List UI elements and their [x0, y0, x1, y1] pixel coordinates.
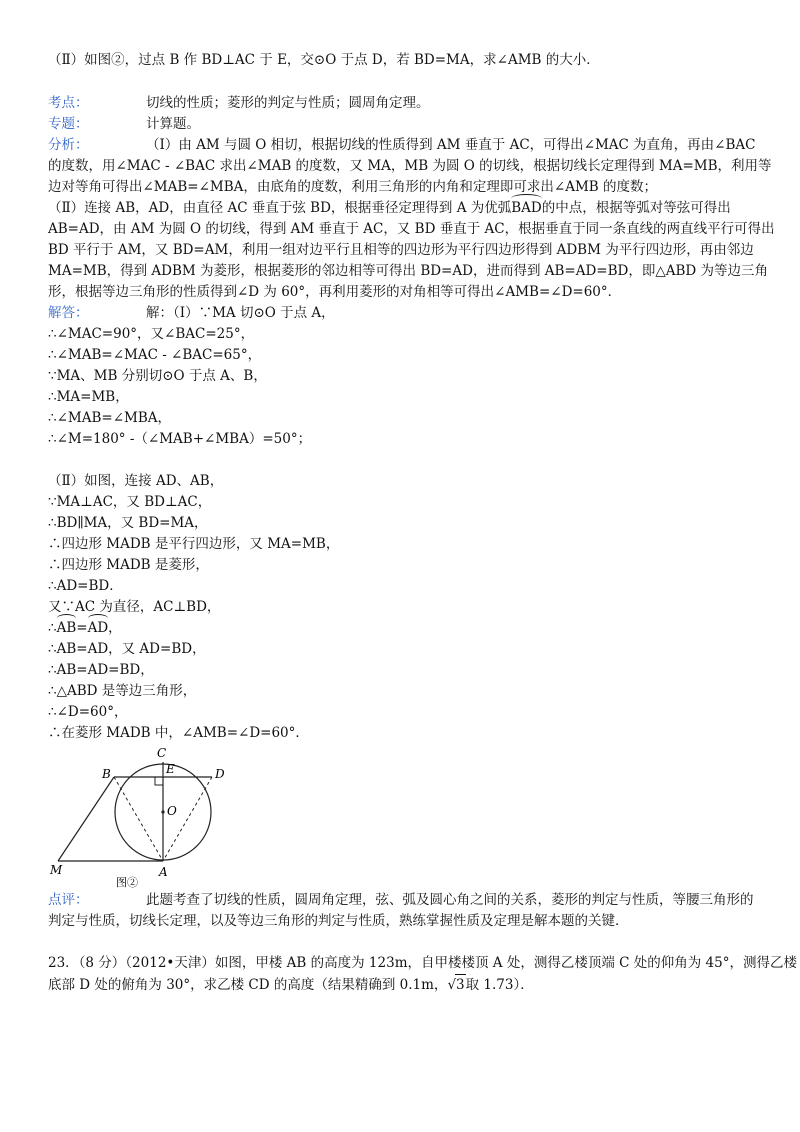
fenxi-line: AB=AD，由 AM 为圆 O 的切线，得到 AM 垂直于 AC，又 BD 垂直于 AC，根据垂直于同一条直线的两直线平行可得出 [48, 221, 775, 237]
line-ad [163, 777, 212, 861]
therefore-symbol: ∴ [48, 620, 57, 636]
fenxi-part2-pre: （Ⅱ）连接 AB，AD，由直径 AC 垂直于弦 BD，根据垂径定理得到 A 为优弧 [48, 200, 512, 216]
solution-line: ∴MA=MB， [48, 389, 129, 405]
arc-equation-end: ， [108, 620, 122, 636]
geometry-figure [48, 742, 238, 892]
solution-line: ∴∠MAC=90°，又∠BAC=25°， [48, 326, 255, 342]
question-23-text: 底部 D 处的俯角为 30°，求乙楼 CD 的高度（结果精确到 0.1m， [48, 977, 448, 993]
label-e: E [166, 762, 175, 776]
line-ab [114, 777, 163, 861]
label-b: B [102, 767, 111, 781]
solution-line: ∴△ABD 是等边三角形， [48, 683, 197, 699]
fenxi-line: 形，根据等边三角形的性质得到∠D 为 60°，再利用菱形的对角相等可得出∠AMB=∠D=60°． [48, 284, 622, 300]
sqrt-sign: √ [447, 977, 457, 993]
solution-line: ∴∠MAB=∠MBA， [48, 410, 172, 426]
label-c: C [157, 746, 167, 760]
solution-line: ∴四边形 MADB 是平行四边形，又 MA=MB， [48, 536, 340, 552]
line-mb [58, 777, 114, 861]
label-d: D [215, 767, 225, 781]
solution-line: ∴四边形 MADB 是菱形， [48, 557, 209, 573]
label-a: A [159, 865, 168, 879]
center-dot [161, 810, 164, 813]
equals-sign: = [76, 620, 88, 636]
solution-line: （Ⅱ）如图，连接 AD、AB， [48, 473, 224, 489]
dianping-line: 判定与性质，切线长定理，以及等边三角形的判定与性质，熟练掌握性质及定理是解本题的关键． [48, 913, 629, 929]
arc-ad: AD [87, 620, 109, 636]
solution-line: ∴AD=BD． [48, 578, 123, 594]
sqrt-radicand: 3 [455, 974, 466, 995]
zhuanti-text: 计算题。 [146, 116, 200, 132]
solution-line: ∴∠M=180° -（∠MAB+∠MBA）=50°； [48, 431, 312, 447]
solution-line: 又∵AC 为直径，AC⊥BD， [48, 599, 221, 615]
label-o: O [167, 804, 177, 818]
arc-bad: BAD [511, 200, 542, 216]
jieda-label: 解答： [48, 305, 89, 321]
solution-line: ∴∠D=60°， [48, 704, 128, 720]
arc-equation-line [48, 618, 122, 638]
solution-line: ∵MA⊥AC，又 BD⊥AC， [48, 494, 212, 510]
question-23-line1: 23．（8 分）（2012•天津）如图，甲楼 AB 的高度为 123m，自甲楼楼顶 A 处，测得乙楼顶端 C 处的仰角为 45°，测得乙楼 [48, 955, 797, 971]
fenxi-line: MA=MB，得到 ADBM 为菱形，根据菱形的邻边相等可得出 BD=AD，进而得到 AB=AD=BD，即△ABD 为等边三角 [48, 263, 769, 279]
arc-ab: AB [56, 620, 77, 636]
right-angle-mark [155, 777, 163, 785]
dianping-line: 此题考查了切线的性质，圆周角定理，弦、弧及圆心角之间的关系，菱形的判定与性质，等腰三角形的 [146, 892, 754, 908]
dianping-label: 点评： [48, 892, 89, 908]
fenxi-line: 的度数，用∠MAC - ∠BAC 求出∠MAB 的度数，又 MA，MB 为圆 O 的切线，根据切线长定理得到 MA=MB，利用等 [48, 158, 772, 174]
solution-line: ∴在菱形 MADB 中，∠AMB=∠D=60°． [48, 725, 309, 741]
question-23-text-end: 取 1.73）． [465, 977, 534, 993]
fenxi-line: 边对等角可得出∠MAB=∠MBA，由底角的度数，利用三角形的内角和定理即可求出∠AMB 的度数； [48, 179, 658, 195]
solution-line: ∴BD∥MA，又 BD=MA， [48, 515, 208, 531]
fenxi-label: 分析： [48, 137, 89, 153]
solution-line: ∴AB=AD，又 AD=BD， [48, 641, 206, 657]
fenxi-line: （Ⅰ）由 AM 与圆 O 相切，根据切线的性质得到 AM 垂直于 AC，可得出∠MAC 为直角，再由∠BAC [146, 137, 756, 153]
kaodian-text: 切线的性质；菱形的判定与性质；圆周角定理。 [146, 95, 430, 111]
fenxi-part2-line [48, 198, 731, 218]
jieda-first-line: 解：（Ⅰ）∵MA 切⊙O 于点 A， [146, 305, 335, 321]
zhuanti-label: 专题： [48, 116, 89, 132]
fenxi-part2-post: 的中点，根据等弧对等弦可得出 [541, 200, 731, 216]
label-m: M [50, 863, 63, 877]
fenxi-line: BD 平行于 AM，又 BD=AM，利用一组对边平行且相等的四边形为平行四边形得到 ADBM 为平行四边形，再由邻边 [48, 242, 754, 258]
kaodian-label: 考点： [48, 95, 89, 111]
solution-line: ∴∠MAB=∠MAC - ∠BAC=65°， [48, 347, 262, 363]
solution-line: ∵MA、MB 分别切⊙O 于点 A、B， [48, 368, 267, 384]
solution-line: ∴AB=AD=BD， [48, 662, 154, 678]
question-23-line2 [48, 974, 534, 995]
question-2-statement: （Ⅱ）如图②，过点 B 作 BD⊥AC 于 E，交⊙O 于点 D，若 BD=MA，求∠AMB 的大小． [48, 52, 600, 68]
figure-caption: 图② [116, 876, 138, 889]
